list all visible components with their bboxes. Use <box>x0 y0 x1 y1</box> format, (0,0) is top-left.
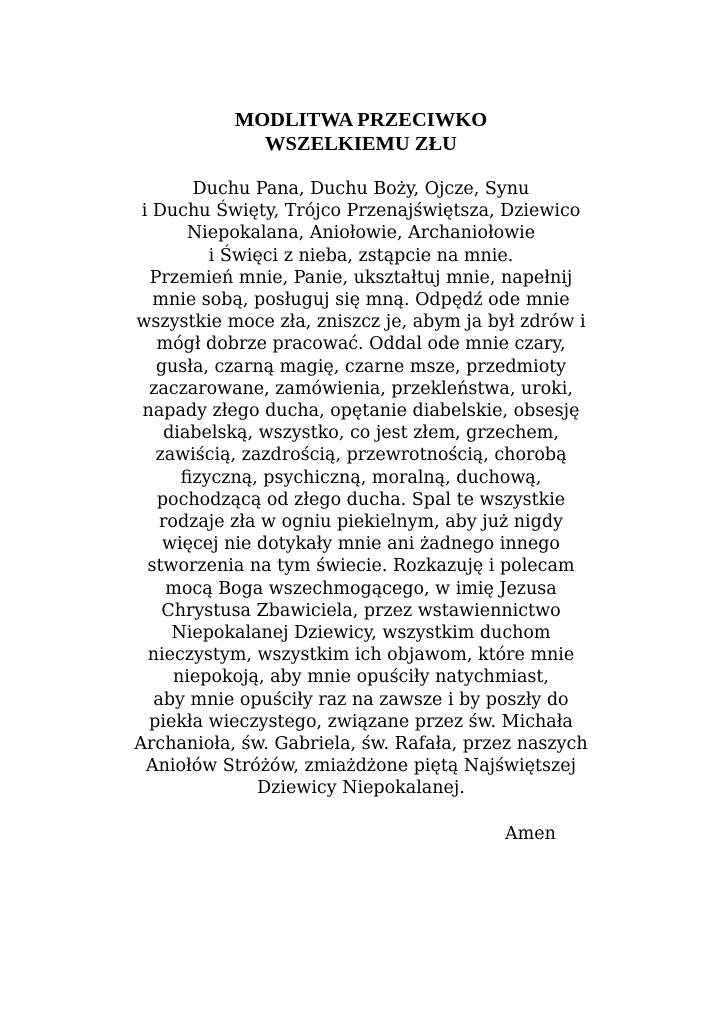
prayer-line: i Duchu Święty, Trójco Przenajświętsza, Dziewico <box>141 201 581 222</box>
prayer-line: aby mnie opuściły raz na zawsze i by poszły do <box>153 689 569 710</box>
prayer-line: gusła, czarną magię, czarne msze, przedmioty <box>155 356 567 377</box>
prayer-line: mocą Boga wszechmogącego, w imię Jezusa <box>165 578 557 599</box>
document-title <box>0 108 722 156</box>
prayer-line: Przemień mnie, Panie, ukształtuj mnie, napełnij <box>149 267 573 288</box>
prayer-line: piekła wieczystego, związane przez św. Michała <box>149 711 573 732</box>
title-line: WSZELKIEMU ZŁU <box>265 133 457 155</box>
prayer-line: Archanioła, św. Gabriela, św. Rafała, przez naszych <box>134 734 588 755</box>
title-line: MODLITWA PRZECIWKO <box>234 109 488 131</box>
prayer-line: Niepokalanej Dziewicy, wszystkim duchom <box>171 623 551 644</box>
prayer-line: diabelską, wszystko, co jest złem, grzechem, <box>163 423 559 444</box>
prayer-line: Duchu Pana, Duchu Boży, Ojcze, Synu <box>192 179 530 199</box>
prayer-line: zaczarowane, zamówienia, przekleństwa, uroki, <box>149 378 573 399</box>
prayer-line: Chrystusa Zbawiciela, przez wstawiennictwo <box>161 600 561 621</box>
closing-amen: Amen <box>505 824 556 844</box>
prayer-line: i Święci z nieba, zstąpcie na mnie. <box>208 245 514 266</box>
prayer-line: pochodzącą od złego ducha. Spal te wszystkie <box>156 489 566 510</box>
prayer-line: rodzaje zła w ogniu piekielnym, aby już nigdy <box>159 512 563 533</box>
prayer-line: mnie sobą, posługuj się mną. Odpędź ode mnie <box>152 290 570 311</box>
prayer-line: mógł dobrze pracować. Oddal ode mnie czary, <box>156 334 566 355</box>
prayer-line: Dziewicy Niepokalanej. <box>257 778 465 799</box>
prayer-line: nieczystym, wszystkim ich objawom, które mnie <box>147 645 575 666</box>
prayer-line: więcej nie dotykały mnie ani żadnego innego <box>162 534 560 555</box>
prayer-text <box>0 178 722 800</box>
prayer-line: niepokoją, aby mnie opuściły natychmiast, <box>173 667 549 688</box>
prayer-line: zawiścią, zazdrością, przewrotnością, chorobą <box>155 445 567 466</box>
prayer-line: napady złego ducha, opętanie diabelskie, obsesję <box>142 401 580 422</box>
prayer-line: fizyczną, psychiczną, moralną, duchową, <box>180 467 542 488</box>
prayer-line: wszystkie moce zła, zniszcz je, abym ja był zdrów i <box>136 312 586 333</box>
prayer-line: stworzenia na tym świecie. Rozkazuję i polecam <box>147 556 575 577</box>
prayer-line: Niepokalana, Aniołowie, Archaniołowie <box>186 223 536 244</box>
prayer-line: Aniołów Stróżów, zmiażdżone piętą Najświętszej <box>146 756 576 777</box>
